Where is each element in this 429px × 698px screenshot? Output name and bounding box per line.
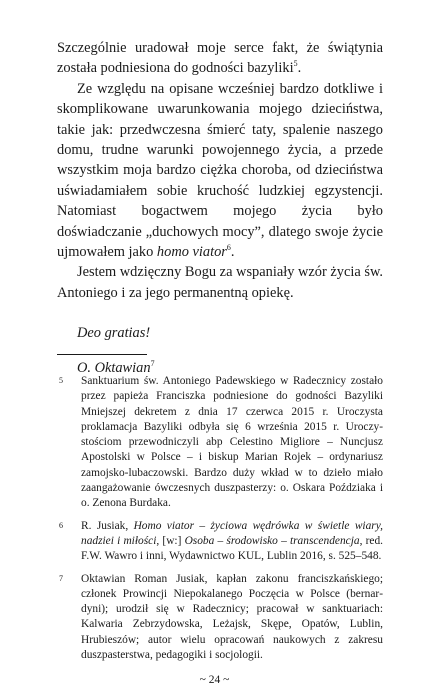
paragraph-3: Jestem wdzięczny Bogu za wspaniały wzór życia św. Antoniego i za jego permanentną opiekę. [57, 264, 383, 301]
footnote-book: Osoba – środowisko – transcendencja [184, 534, 360, 547]
main-text [57, 38, 383, 303]
page-content [57, 38, 383, 378]
footnote-ref-6[interactable]: 6 [226, 243, 231, 253]
paragraph-1-end: . [297, 60, 302, 77]
footnote-6 [57, 519, 383, 565]
footnotes [57, 374, 383, 670]
footnote-7 [57, 572, 383, 664]
closing-block [57, 323, 383, 378]
footnote-number: 6 [59, 520, 63, 530]
paragraph-1-text: Szczególnie uradował moje serce fakt, że świątynia została podniesiona do godności bazyliki [57, 40, 383, 77]
author-name: O. Oktawian [77, 360, 151, 377]
paragraph-1 [57, 38, 383, 79]
footnote-author: R. Jusiak, [81, 519, 134, 532]
deo-gratias: Deo gratias! [77, 325, 151, 342]
footnote-text: Sanktuarium św. Antoniego Padewskiego w Radecznicy zostało przez papieża Franciszka podniesione do godności Bazyliki Mniejszej dekretem z dnia 17 czerwca 2015 r. Uroczysta proklamacja Bazyliki odbyła się 6 września 2015 r. Uroczystościom przewodniczyli abp Celestino Migliore – Nuncjusz Apostolski w Polsce – i biskup Marian Rojek – ordynariusz zamojsko-lubaczowski. Bardzo duży wkład w to dzieło miało zaangażowanie ówczesnych duszpasterzy: o. Oskara Poździaka i o. Zenona Burdaka. [81, 375, 383, 510]
footnote-5 [57, 374, 383, 512]
footnote-number: 7 [59, 573, 63, 583]
paragraph-2-text: Ze względu na opisane wcześniej bardzo dotkliwe i skomplikowane uwarunkowania mojego dzieciństwa, takie jak: przedwczesna śmierć taty, spalenie naszego domu, trudne warunki powojennego życia, a przede wszystkim moja bardzo ciężka choroba, od dzieciństwa uświadamiałem sobie kruchość ludzkiej egzystencji. Natomiast bogactwem mojego życia było doświadczanie „duchowych mocy”, dlatego swoje życie ujmowałem jako [57, 80, 383, 261]
footnote-separator [57, 354, 147, 355]
paragraph-2-italic: homo viator [156, 244, 227, 261]
footnote-number: 5 [59, 376, 63, 385]
paragraph-2-end: . [230, 244, 235, 261]
footnote-rest: , red. F.W. Wawro i inni, Wydawnictwo KUL, Lublin 2016, s. 525–548. [81, 534, 383, 563]
paragraph-2 [57, 79, 383, 263]
footnote-title: Homo viator – życiowa wędrówka w świetle wiary, nadziei i miłości [81, 519, 383, 547]
footnote-text: Oktawian Roman Jusiak, kapłan zakonu franciszkańskiego; członek Prowincji Niepokalanego Poczęcia w Polsce (bernardyni); urodził się w Radecznicy; pracował w sanktuariach: Kalwaria Zebrzydowska, Leżajsk, Skępe, Opatów, Lublin, Hrubieszów; autor wielu opracowań naukowych z zakresu duszpasterstwa, pedagogiki i socjologii. [81, 572, 383, 662]
page-number: ~ 24 ~ [199, 674, 230, 686]
footnote-ref-5[interactable]: 5 [293, 59, 298, 69]
footnote-ref-7[interactable]: 7 [150, 359, 155, 369]
footnote-mid: , [w:] [156, 534, 185, 547]
